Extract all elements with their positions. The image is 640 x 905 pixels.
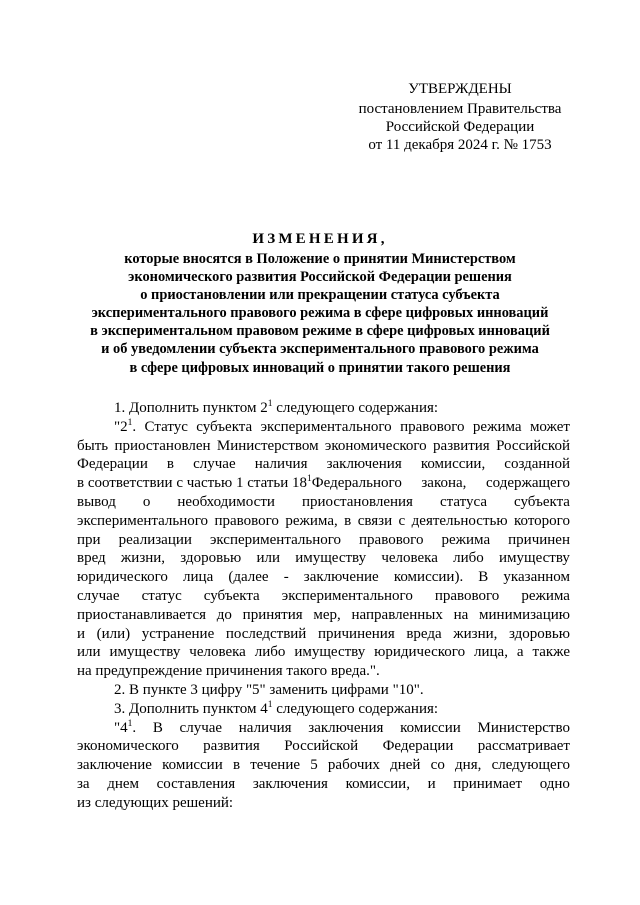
text-run: "$4^1$. [114,718,137,736]
text-run: в соответствии с частью 1 статьи 18 [77,475,308,492]
subtitle-line: и об уведомлении субъекта экспериментального правового режима [101,341,539,358]
text-run: следующего содержания: [272,700,439,717]
text-run: "2 [114,418,128,435]
word: заключение [303,569,379,586]
word: за [77,775,90,792]
body-line [77,756,570,775]
body-line [77,737,570,756]
word: - [283,569,289,586]
word: с [398,512,406,529]
superscript: 1 [127,417,133,428]
word: дня, [455,757,482,774]
word: одно [539,775,570,792]
word: в [344,512,352,529]
word: вред [77,550,106,567]
approval-line: Российской Федерации [385,119,535,135]
word: Министерство [477,719,570,736]
paragraph-2: 2. В пункте 3 цифру "5" заменить цифрами "10". [114,681,424,698]
word: приостановлен [114,437,211,454]
word: или [77,644,101,661]
word: комиссии [400,719,461,736]
word: режима, [285,512,338,529]
word: минимизацию [479,606,570,623]
word: заключения [326,456,402,473]
word: здоровью [509,625,570,642]
word: субъекта [203,587,260,604]
word: комиссии, [345,775,410,792]
body-line [77,493,570,512]
word: лица [183,569,214,586]
word: течение [250,757,301,774]
word: 5 [310,757,318,774]
subtitle-line: экономического развития Российской Федерации решения [128,269,512,286]
word: и [77,625,86,642]
word: человека [189,644,246,661]
body-line [77,719,570,738]
word: причинения [317,625,395,642]
word: наличия [254,456,308,473]
word: жизни, [120,550,166,567]
word: заключение [77,757,152,774]
word: необходимости [177,493,275,510]
body-line: на предупреждение причинения такого вреда.". [77,663,380,680]
body-line [77,437,570,456]
word: в [232,757,241,774]
word: принятия [242,606,303,623]
word: при [77,531,101,548]
word: со [430,757,445,774]
superscript: 1 [127,718,133,729]
word: режима [441,531,491,548]
word: статус [141,587,182,604]
superscript: 1 [307,474,312,485]
word: В [152,719,163,736]
text-run: "4 [114,719,128,736]
word: последствий [225,625,307,642]
text-run: 1. Дополнить пунктом 2 [114,400,268,416]
body-line [77,625,570,644]
body-line [77,568,570,587]
superscript: 1 [267,399,273,409]
approval-line: постановлением Правительства [358,101,562,117]
word: Федерации [77,456,148,473]
word: правового [214,512,279,529]
word: режима [521,587,570,604]
word: о [142,493,151,510]
word: реализации [118,531,192,548]
word: экономического [77,738,179,755]
word: комиссии [162,757,223,774]
subtitle-line: которые вносятся в Положение о принятии Министерством [124,251,516,267]
word: Российской [496,437,570,454]
word: юридического [77,569,168,586]
word: закона, [421,475,467,492]
text-run: "$2^1$. [114,417,137,435]
word: указанном [503,569,570,586]
word: комиссии, [420,456,486,473]
word: на [453,606,469,623]
document-title: ИЗМЕНЕНИЯ, [252,231,388,247]
paragraph-1 [77,399,570,418]
word: приостанавливается [77,606,207,623]
text-run: следующего содержания: [272,400,439,416]
word: заключения [252,775,328,792]
body-line [77,643,570,662]
word: устранение [141,625,215,642]
subtitle-line: экспериментального правового режима в сфере цифровых инноваций [91,305,549,322]
word: а [516,644,524,661]
approval-line: от 11 декабря 2024 г. № 1753 [368,137,552,153]
word: направленных [351,606,443,623]
word: деятельностью [411,512,508,529]
word: имуществу [499,550,570,567]
word: до [216,606,232,623]
document-subtitle [66,250,574,377]
body-line [77,474,570,493]
word: комиссии). [393,569,464,586]
word: (или) [96,625,131,642]
body-line [77,418,570,437]
word: рассматривает [477,738,570,755]
body-line: из следующих решений: [77,794,234,811]
approval-stamp [330,80,590,154]
word: быть [77,437,109,454]
word: правового [434,587,500,604]
word: (далее [228,569,269,586]
word: экономического [324,437,427,454]
word: содержащего [485,475,570,492]
word: причинен [508,531,570,548]
word: жизни, [453,625,498,642]
superscript: 1 [267,699,273,710]
word: статуса [439,493,488,510]
word: Министерством [216,437,319,454]
word: либо [453,550,484,567]
word: принимает [453,775,523,792]
word: может [529,418,570,435]
body-line [77,549,570,568]
word: экспериментального [281,587,413,604]
word: человека [381,550,438,567]
word: случае [179,719,223,736]
word: экспериментального [77,512,209,529]
word: лица, [474,644,508,661]
word: мер, [313,606,341,623]
subtitle-line: в экспериментальном правовом режиме в сфере цифровых инноваций [90,323,550,340]
word: Статус [144,418,188,435]
word: субъекта [196,418,253,435]
word: вреда [406,625,442,642]
subtitle-line: о приостановлении или прекращении статуса субъекта [140,287,500,304]
word: имуществу [109,644,181,661]
word: субъекта [514,493,570,510]
subtitle-line: в сфере цифровых инноваций о принятии такого решения [129,359,511,376]
word: развития [203,738,260,755]
word: заключения [308,719,384,736]
word: правового [400,418,465,435]
body-line [77,775,570,794]
word: также [532,644,570,661]
word: составления [156,775,236,792]
word: приостановления [301,493,413,510]
word: следующего [491,757,570,774]
word: которого [513,512,570,529]
document-body [77,399,570,813]
text-run: 3. Дополнить пунктом 4 [114,700,268,717]
word: связи [357,512,393,529]
word: наличия [238,719,292,736]
body-line [77,606,570,625]
word: либо [254,644,286,661]
text-run: в соответствии с частью 1 статьи $18^1Федерального$ [77,474,402,492]
word: имуществу [294,644,366,661]
word: имуществу [295,550,367,567]
word: вывод [77,493,116,510]
word: Российской [284,738,359,755]
word: Федерации [382,738,454,755]
body-line [77,455,570,474]
word: и [427,775,436,792]
word: случае [193,456,236,473]
word: правового [359,531,424,548]
word: днем [107,775,140,792]
body-line [77,531,570,550]
word: развития [433,437,490,454]
word: юридического [374,644,466,661]
word: экспериментального [260,418,392,435]
word: экспериментального [209,531,341,548]
paragraph-3 [77,700,570,719]
word: В [478,569,489,586]
word: случае [77,587,120,604]
body-line [77,587,570,606]
body-line [77,512,570,531]
word: здоровью [180,550,242,567]
word: в [166,456,175,473]
word: дней [390,757,421,774]
word: или [256,550,280,567]
approved-heading: УТВЕРЖДЕНЫ [408,81,512,97]
word: созданной [504,456,570,473]
word: режима [472,418,522,435]
word: рабочих [327,757,380,774]
